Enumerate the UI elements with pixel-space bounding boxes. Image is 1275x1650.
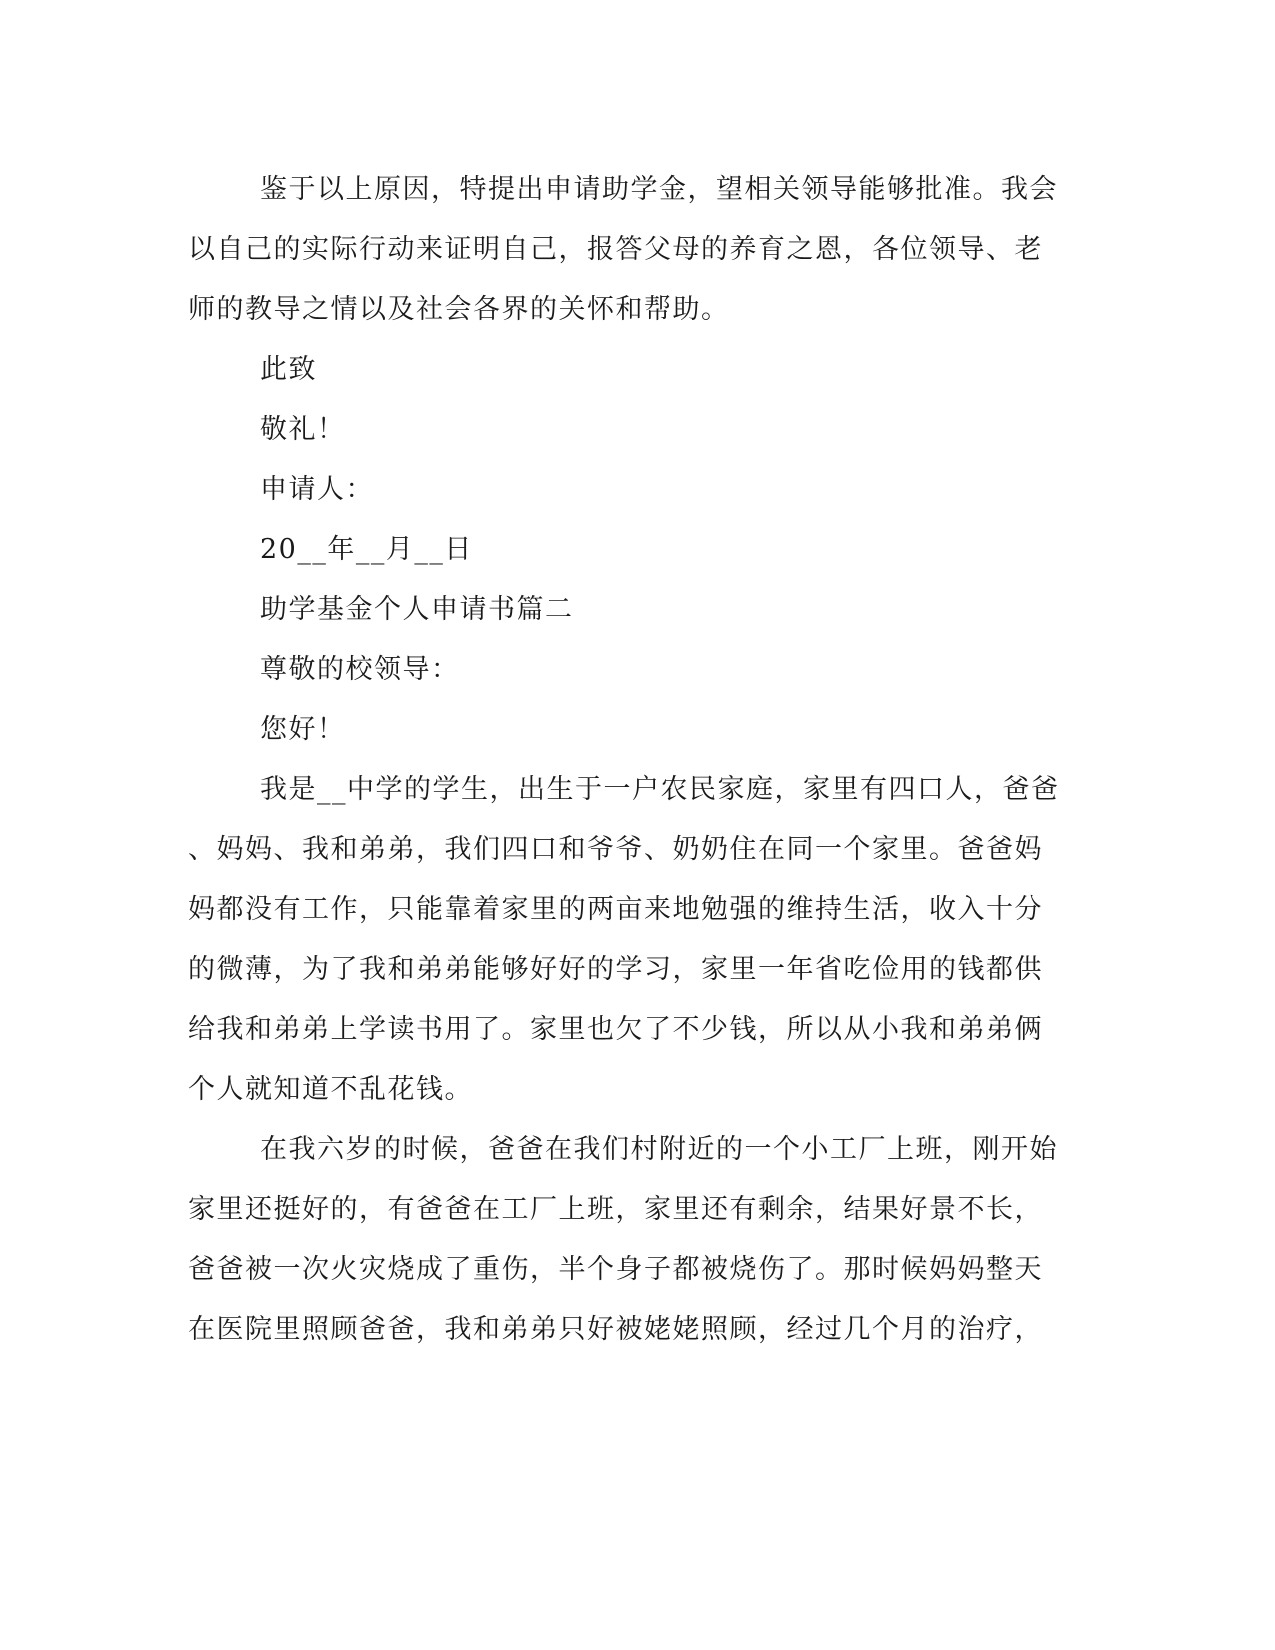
- text-line: 鉴于以上原因，特提出申请助学金，望相关领导能够批准。我会: [260, 174, 1058, 205]
- text-line: 在医院里照顾爸爸，我和弟弟只好被姥姥照顾，经过几个月的治疗，: [188, 1314, 1043, 1345]
- applicant-signature: [188, 460, 1068, 520]
- date-line: [188, 520, 1068, 580]
- paragraph-family-background: [188, 760, 1068, 1120]
- closing-regards: [188, 400, 1068, 460]
- text-line: 、妈妈、我和弟弟，我们四口和爷爷、奶奶住在同一个家里。爸爸妈: [188, 834, 1043, 865]
- text-line: 敬礼！: [260, 414, 346, 445]
- section-title: [188, 580, 1068, 640]
- text-line: 您好！: [260, 714, 346, 745]
- text-line: 我是__中学的学生，出生于一户农民家庭，家里有四口人，爸爸: [260, 774, 1060, 805]
- text-line: 妈都没有工作，只能靠着家里的两亩来地勉强的维持生活，收入十分: [188, 894, 1043, 925]
- text-line: 在我六岁的时候，爸爸在我们村附近的一个小工厂上班，刚开始: [260, 1134, 1058, 1165]
- greeting-recipient: [188, 640, 1068, 700]
- text-line: 尊敬的校领导：: [260, 654, 460, 685]
- text-line: 家里还挺好的，有爸爸在工厂上班，家里还有剩余，结果好景不长，: [188, 1194, 1043, 1225]
- text-line: 助学基金个人申请书篇二: [260, 594, 574, 625]
- text-line: 师的教导之情以及社会各界的关怀和帮助。: [188, 294, 730, 325]
- text-line: 爸爸被一次火灾烧成了重伤，半个身子都被烧伤了。那时候妈妈整天: [188, 1254, 1043, 1285]
- text-line: 个人就知道不乱花钱。: [188, 1074, 473, 1105]
- text-line: 申请人：: [260, 474, 374, 505]
- paragraph-father-accident: [188, 1120, 1068, 1360]
- greeting-hello: [188, 700, 1068, 760]
- paragraph-conclusion: [188, 160, 1068, 340]
- text-line: 给我和弟弟上学读书用了。家里也欠了不少钱，所以从小我和弟弟俩: [188, 1014, 1043, 1045]
- text-line: 以自己的实际行动来证明自己，报答父母的养育之恩，各位领导、老: [188, 234, 1043, 265]
- text-line: 的微薄，为了我和弟弟能够好好的学习，家里一年省吃俭用的钱都供: [188, 954, 1043, 985]
- closing-salutation: [188, 340, 1068, 400]
- text-line: 此致: [260, 354, 317, 385]
- text-line: 20__年__月__日: [260, 534, 473, 565]
- document-body: [188, 160, 1068, 1360]
